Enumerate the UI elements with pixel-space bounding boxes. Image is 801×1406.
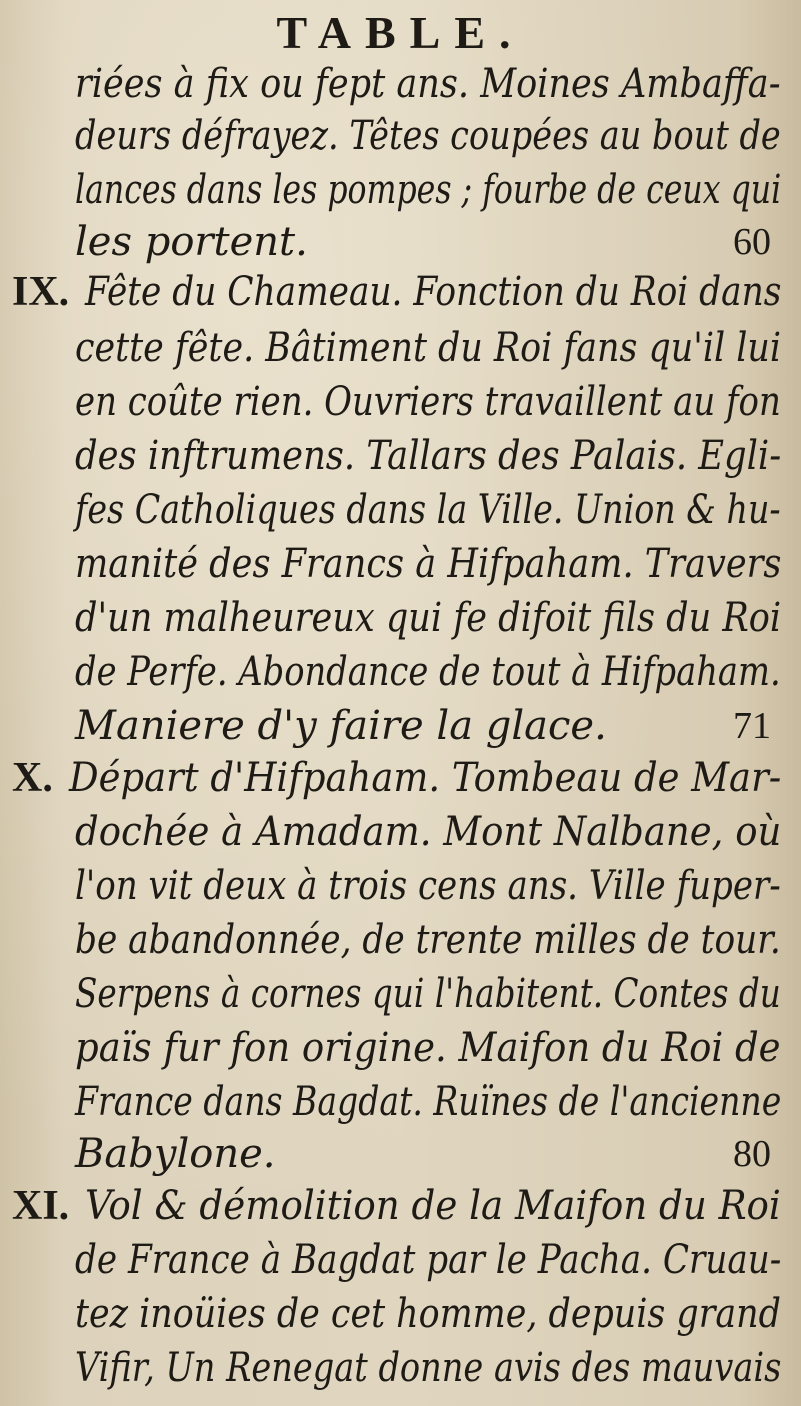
text-line: en coûte rien. Ouvriers travaillent au fon xyxy=(75,379,781,425)
chapter-first-line: Fête du Chameau. Fonction du Roi dans xyxy=(85,269,782,315)
chapter-first-line: Départ d'Hifpaham. Tombeau de Mar- xyxy=(69,755,782,801)
text-line: fes Catholiques dans la Ville. Union & hu- xyxy=(75,487,781,533)
text-line: manité des Francs à Hifpaham. Travers xyxy=(75,541,782,587)
text-line: tez inoüies de cet homme, depuis grand xyxy=(75,1291,781,1337)
text-line: lances dans les pompes ; fourbe de ceux qui xyxy=(75,167,782,213)
text-line: païs fur fon origine. Maifon du Roi de xyxy=(75,1025,781,1071)
page-header-title: TABLE. xyxy=(276,7,525,58)
text-line: France dans Bagdat. Ruïnes de l'ancienne xyxy=(75,1079,782,1125)
chapter-number: XI. xyxy=(12,1183,70,1229)
text-line: de France à Bagdat par le Pacha. Cruau- xyxy=(75,1237,782,1283)
text-line: les portent. xyxy=(75,219,308,265)
text-line: l'on vit deux à trois cens ans. Ville fuper- xyxy=(75,863,781,909)
page-reference-number: 71 xyxy=(733,705,771,747)
text-line: des inftrumens. Tallars des Palais. Egli- xyxy=(75,433,782,479)
page-reference-number: 80 xyxy=(733,1133,771,1175)
text-line: cette fête. Bâtiment du Roi fans qu'il lui xyxy=(75,325,781,371)
text-line: dochée à Amadam. Mont Nalbane, où xyxy=(75,809,782,855)
chapter-number: IX. xyxy=(12,269,70,315)
text-line: Maniere d'y faire la glace. xyxy=(75,703,607,749)
text-line: riées à fix ou fept ans. Moines Ambaffa- xyxy=(75,61,781,107)
text-line: de Perfe. Abondance de tout à Hifpaham. xyxy=(75,649,781,695)
page-reference-number: 60 xyxy=(733,221,771,263)
text-line: Vifir, Un Renegat donne avis des mauvais xyxy=(75,1345,782,1391)
chapter-first-line: Vol & démolition de la Maifon du Roi xyxy=(85,1183,781,1229)
chapter-number: X. xyxy=(12,755,53,801)
text-line: Babylone. xyxy=(75,1131,276,1177)
text-line: deurs défrayez. Têtes coupées au bout de xyxy=(75,113,781,159)
text-line: be abandonnée, de trente milles de tour. xyxy=(75,917,781,963)
text-line: d'un malheureux qui fe difoit fils du Roi xyxy=(75,595,782,641)
text-line: Serpens à cornes qui l'habitent. Contes du xyxy=(75,971,781,1017)
